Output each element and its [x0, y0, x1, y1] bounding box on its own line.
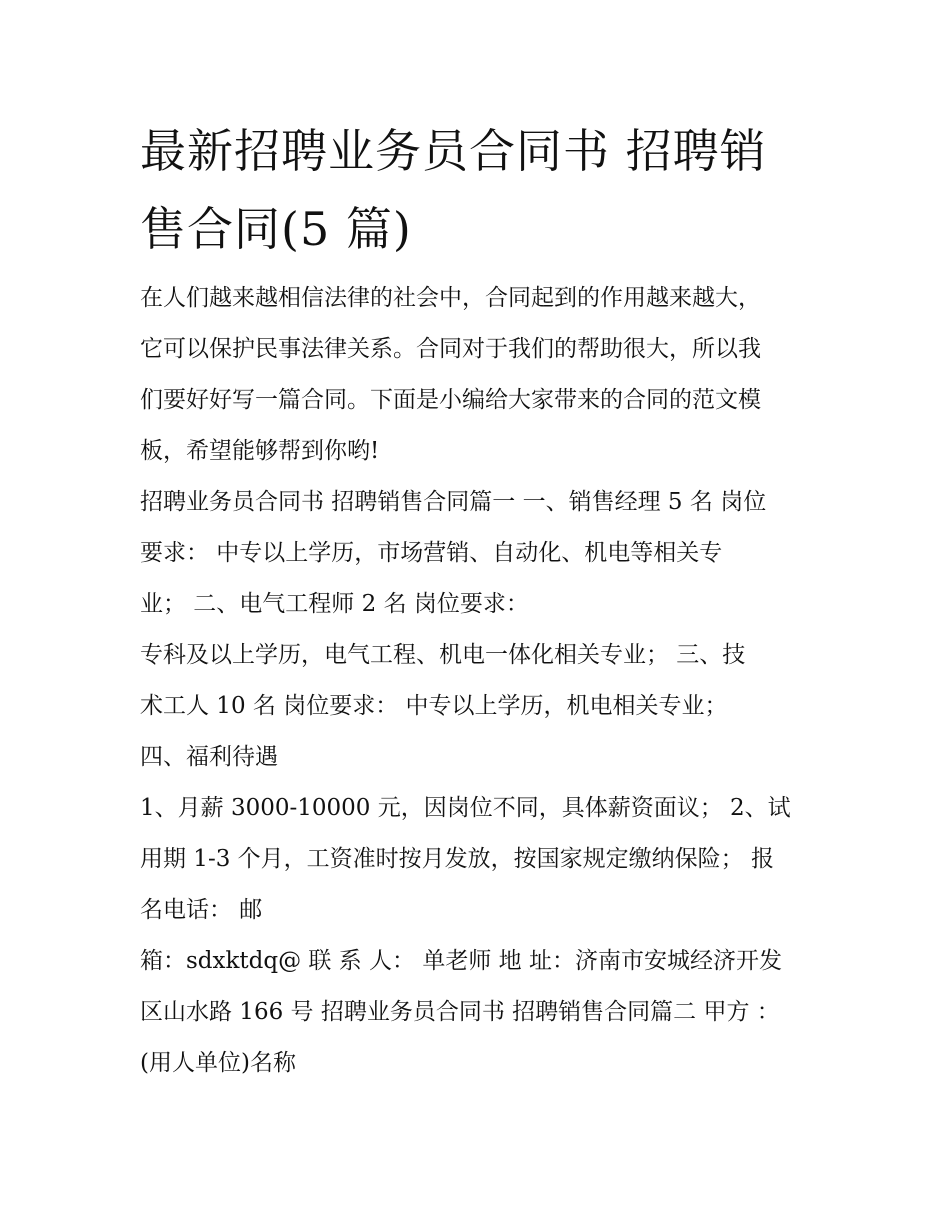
body-line-8: 专科及以上学历，电气工程、机电一体化相关专业； 三、技	[140, 642, 746, 668]
body-line-12: 用期 1-3 个月，工资准时按月发放，按国家规定缴纳保险； 报	[140, 846, 774, 872]
body-line-5: 招聘业务员合同书 招聘销售合同篇一 一、销售经理 5 名 岗位	[140, 489, 767, 515]
body-line-1: 在人们越来越相信法律的社会中，合同起到的作用越来越大，	[140, 285, 761, 311]
document-body	[140, 273, 820, 1089]
body-line-2: 它可以保护民事法律关系。合同对于我们的帮助很大，所以我	[140, 336, 761, 362]
body-line-13: 名电话： 邮	[140, 897, 263, 923]
body-line-11: 1、月薪 3000-10000 元，因岗位不同，具体薪资面议； 2、试	[140, 795, 791, 821]
body-line-15: 区山水路 166 号 招聘业务员合同书 招聘销售合同篇二 甲方 ：	[140, 999, 780, 1025]
title-line-1: 最新招聘业务员合同书 招聘销	[140, 124, 767, 178]
body-line-9: 术工人 10 名 岗位要求： 中专以上学历，机电相关专业；	[140, 693, 728, 719]
title-line-2: 售合同(5 篇)	[140, 202, 412, 256]
body-line-3: 们要好好写一篇合同。下面是小编给大家带来的合同的范文模	[140, 387, 761, 413]
body-line-6: 要求： 中专以上学历，市场营销、自动化、机电等相关专	[140, 540, 723, 566]
body-line-14: 箱：sdxktdq@ 联 系 人： 单老师 地 址：济南市安城经济开发	[140, 948, 782, 974]
body-line-16: (用人单位)名称	[140, 1050, 296, 1076]
body-line-7: 业； 二、电气工程师 2 名 岗位要求：	[140, 591, 529, 617]
document-title	[140, 112, 820, 268]
body-line-10: 四、福利待遇	[140, 744, 278, 770]
body-line-4: 板，希望能够帮到你哟!	[140, 438, 380, 464]
